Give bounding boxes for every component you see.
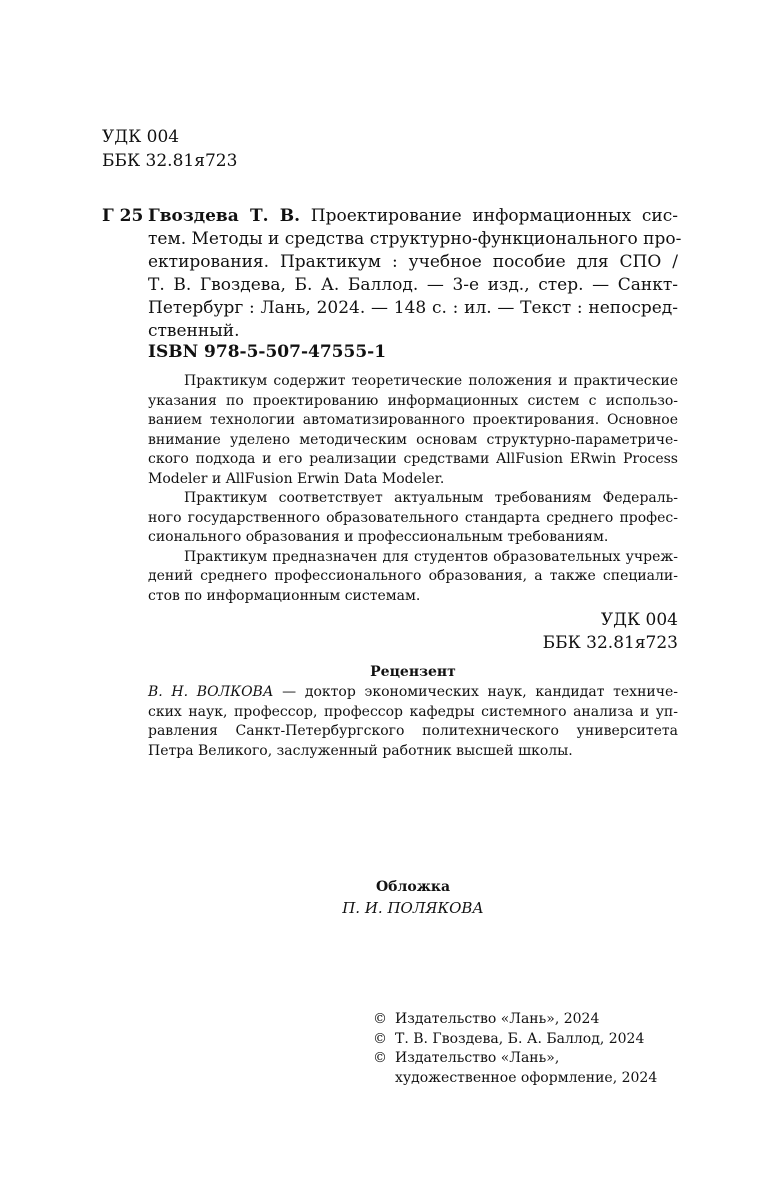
reviewer-name: В. Н. ВОЛКОВА: [148, 684, 274, 700]
bottom-udk: УДК 004: [600, 610, 678, 630]
annotation-line: Практикум содержит теоретические положения и практические: [184, 373, 678, 389]
isbn: ISBN 978-5-507-47555-1: [148, 342, 387, 362]
reviewer-line: ских наук, профессор, профессор кафедры системного анализа и уп-: [148, 703, 678, 720]
copyright-line: © Издательство «Лань»,: [373, 1049, 657, 1069]
annotation-line: внимание уделено методическим основам структурно-параметриче-: [148, 431, 678, 448]
annotation-line: стов по информационным системам.: [148, 587, 421, 604]
biblio-line: тем. Методы и средства структурно-функционального про-: [148, 229, 682, 249]
copyright-line: © Т. В. Гвоздева, Б. А. Баллод, 2024: [373, 1030, 657, 1050]
biblio-line: ственный.: [148, 321, 240, 341]
reviewer-block: [148, 683, 678, 761]
biblio-line: ектирования. Практикум : учебное пособие для СПО /: [148, 252, 678, 272]
annotation-line: ного государственного образовательного стандарта среднего профес-: [148, 509, 678, 526]
cover-heading: Обложка: [375, 879, 451, 895]
bibliographic-record: [148, 205, 682, 343]
top-udk: УДК 004: [102, 127, 180, 147]
annotation: [148, 372, 678, 606]
copyright-symbol: ©: [373, 1011, 387, 1027]
annotation-line: Практикум предназначен для студентов образовательных учреж-: [184, 548, 678, 565]
annotation-line: Практикум соответствует актуальным требованиям Федераль-: [184, 490, 678, 506]
copyright-symbol: ©: [373, 1030, 387, 1047]
reviewer-line: В. Н. ВОЛКОВА — доктор экономических наук, кандидат техниче-: [148, 684, 679, 700]
reviewer-heading: Рецензент: [370, 664, 456, 680]
annotation-line: ванием технологии автоматизированного проектирования. Основное: [148, 412, 678, 428]
biblio-line: Т. В. Гвоздева, Б. А. Баллод. — 3-е изд., стер. — Санкт-: [148, 275, 678, 295]
annotation-line: сионального образования и профессиональным требованиям.: [148, 529, 609, 545]
biblio-line: Петербург : Лань, 2024. — 148 с. : ил. — Текст : непосред-: [148, 298, 678, 318]
copyright-symbol: ©: [373, 1050, 387, 1066]
reviewer-line: равления Санкт-Петербургского политехнического университета: [148, 723, 678, 739]
reviewer-line: Петра Великого, заслуженный работник высшей школы.: [148, 742, 573, 759]
copyright-line: художественное оформление, 2024: [395, 1069, 658, 1086]
cover-designer: П. И. ПОЛЯКОВА: [342, 899, 484, 917]
annotation-line: дений среднего профессионального образования, а также специали-: [148, 568, 678, 584]
biblio-author: Гвоздева Т. В.: [148, 206, 301, 226]
annotation-line: указания по проектированию информационных систем с использо-: [148, 392, 678, 409]
top-bbk: ББК 32.81я723: [102, 151, 238, 171]
bottom-bbk: ББК 32.81я723: [542, 633, 678, 653]
biblio-line: Гвоздева Т. В. Проектирование информационных сис-: [148, 206, 678, 226]
annotation-line: ского подхода и его реализации средствами AllFusion ERwin Process: [148, 451, 678, 467]
copyright-line: © Издательство «Лань», 2024: [373, 1010, 657, 1030]
annotation-line: Modeler и AllFusion Erwin Data Modeler.: [148, 470, 445, 487]
cutter-number: Г 25: [102, 206, 144, 226]
copyright-block: [373, 1010, 657, 1088]
